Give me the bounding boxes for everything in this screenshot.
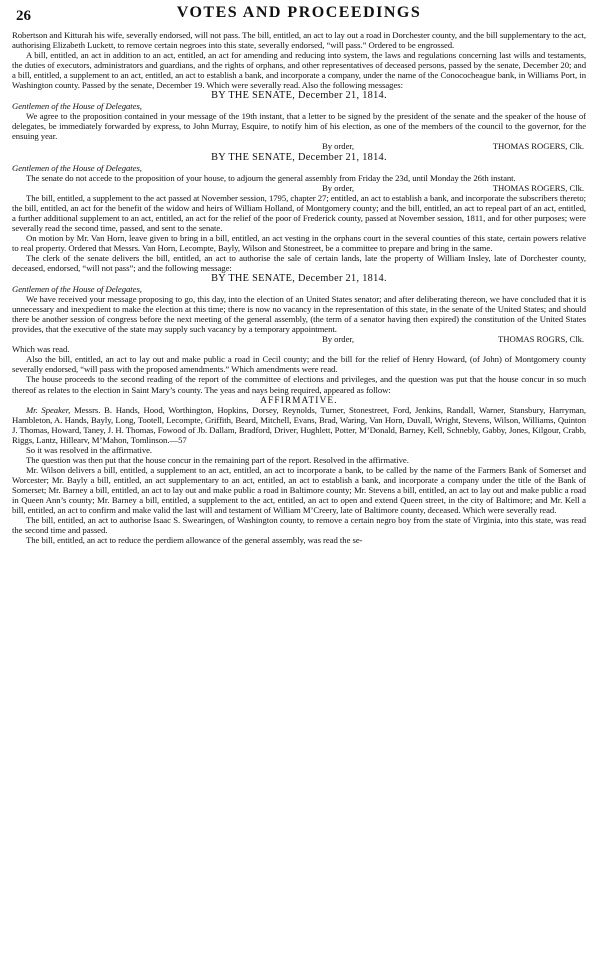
clerk-name-2: THOMAS ROGERS, Clk. [492,182,584,193]
message-election-letter: We agree to the proposition contained in your message of the 19th instant, that a letter to be signed by the president of the senate and the speaker of the house of delegates, be immediately forwarded by express, to John Murray, Esquire, to notify him of his election, as one of the members of the council to the governor, for the ensuing year. [12,111,586,142]
by-order-3: By order, [321,334,354,345]
names-list: Messrs. B. Hands, Hood, Worthington, Hopkins, Dorsey, Reynolds, Turner, Stonestreet, Ford, Jenkins, Randall, Warner, Stansbury, Harryman, Hambleton, A. Hands, Bayly, Long, Tootell, Lecompte, Griffith, Beard, Mitchell, Evans, Brad, Waring, Van Horn, Duvall, Wright, Stevens, Wilson, Williams, Quinton J. Thomas, Howard, Taney, J. H. Thomas, Fowood of Jb. Dallam, Bradford, Driver, Hughlett, Potter, M’Donald, Barney, Kell, Schnebly, Gabby, Jones, Kilgour, Crabb, Riggs, Lantz, Hillearv, M’Mahon, Tomlinson.—57 [12,404,586,445]
signature-1 [12,141,586,151]
clerk-name-3: THOMAS ROGRS, Clk. [498,334,584,345]
by-order-1: By order, [321,141,354,152]
paragraph-resolved-1: So it was resolved in the affirmative. [26,444,153,455]
page-header [12,4,586,30]
message-adjournment: The senate do not accede to the proposition of your house, to adjourn the general assembly from Friday the 23d, until Monday the 26th instant. [26,172,516,183]
signature-3 [12,334,586,344]
paragraph-which-was-read: Which was read. [12,344,70,355]
affirmative-heading: AFFIRMATIVE. [260,394,338,405]
senate-heading-2: BY THE SENATE, December 21, 1814. [211,151,387,163]
paragraph-motion-van-horn: On motion by Mr. Van Horn, leave given to bring in a bill, entitled, an act vesting in the orphans court in the several counties of this state, certain powers relative to real property. Ordered that Messrs. Van Horn, Lecompte, Bayly, Wilson and Stonestreet, be a committee to prepare and bring in the same. [12,232,586,253]
message-us-senator: We have received your message proposing to go, this day, into the election of an United States senator; and after deliberating thereon, we have concluded that it is unnecessary and inexpedient to make the election at this time; there is now no vacancy in the representation of this state, in the senate of the United States; and should there be another session of congress before the next meeting of the general assembly, (the term of a senator having then expired) the constitution of the United States provides, that the executive of the state may supply such vacancy by a temporary appointment. [12,294,586,335]
paragraph-swearingen: The bill, entitled, an act to authorise Isaac S. Swearingen, of Washington county, to remove a certain negro boy from the state of Virginia, into this state, was read the second time and passed. [12,515,586,536]
senate-heading-1: BY THE SENATE, December 21, 1814. [211,90,387,102]
salutation-1: Gentlemen of the House of Delegates, [12,101,142,112]
signature-2 [12,183,586,193]
senate-heading-3: BY THE SENATE, December 21, 1814. [211,273,387,285]
by-order-2: By order, [321,182,354,193]
paragraph-clerk-delivers: The clerk of the senate delivers the bill, entitled, an act to authorise the sale of certain lands, late the property of William Insley, late of Dorchester county, deceased, endorsed, “will not pass”; and the following message: [12,252,586,273]
paragraph-bill-wills-and-bank: A bill, entitled, an act in addition to an act, entitled, an act for amending and reducing into system, the laws and regulations concerning last wills and testaments, the duties of executors, administrators and guardians, and the rights of orphans, and other representatives of deceased persons, passed by the senate, December 20; and a bill, entitled, a supplement to an act, entitled, an act to establish a bank, and incorporate a company, under the name of the Conococheague bank, in Williams Port, in Washington county. Passed by the senate, December 19. Which were severally read. Also the following messages: [12,50,586,91]
paragraph-continuation: Robertson and Kitturah his wife, severally endorsed, will not pass. The bill, entitled, an act to lay out a road in Dorchester county, and the bill supplementary to the act, authorising Elizabeth Luckett, to remove certain negroes into this state, severally endorsed, “will pass.” Ordered to be engrossed. [12,30,586,51]
paragraph-bills-second-reading: The bill, entitled, a supplement to the act passed at November session, 1795, chapter 27; entitled, an act to establish a bank, and incorporate the subscribers thereto; the bill, entitled, an act for the benefit of the widow and heirs of William Holland, of Montgomery county; and the bill, entitled, an act to repeal part of an act, entitled, a further additional supplement to an act, entitled, an act for the relief of the poor of Frederick county, passed at November session, 1811, and for other purposes; were severally read the second time, passed, and sent to the senate. [12,192,586,233]
salutation-3: Gentlemen of the House of Delegates, [12,284,142,295]
paragraph-committee-report: The house proceeds to the second reading of the report of the committee of elections and privileges, and the question was put that the house concur in so much thereof as relates to the election in Saint Mary’s county. The yeas and nays being required, appeared as follow: [12,374,586,395]
page-number: 26 [16,8,31,24]
paragraph-resolved-2: The question was then put that the house concur in the remaining part of the report. Resolved in the affirmative. [26,454,409,465]
speaker-label: Mr. Speaker, [26,404,71,415]
clerk-name-1: THOMAS ROGERS, Clk. [492,141,584,152]
paragraph-wilson-bills: Mr. Wilson delivers a bill, entitled, a supplement to an act, entitled, an act to incorporate a bank, to be called by the name of the Farmers Bank of Somerset and Worcester; Mr. Bayly a bill, entitled, an act supplementary to an act, entitled, an act to establish a bank, and incorporate a company under the title of the Bank of Somerset; Mr. Barney a bill, entitled, an act to lay out and make public a road in Baltimore county; Mr. Stevens a bill, entitled, an act to lay out and make public a road in Queen Ann’s county; Mr. Barney a bill, entitled, a supplement to the act, entitled, an act to open and extend Queen street, in the city of Baltimore; and Mr. Kell a bill, entitled, an act to confirm and make valid the last will and testament of William M’Creery, late of Baltimore county, deceased. Which were severally read. [12,464,586,516]
salutation-2: Gentlemen of the House of Delegates, [12,162,142,173]
affirmative-names [12,405,586,445]
running-title: VOTES AND PROCEEDINGS [176,4,422,21]
paragraph-cecil-road: Also the bill, entitled, an act to lay out and make public a road in Cecil county; and the bill for the relief of Henry Howard, (of John) of Montgomery county severally endorsed, “will pass with the proposed amendments.” Which amendments were read. [12,354,586,375]
paragraph-perdiem: The bill, entitled, an act to reduce the perdiem allowance of the general assembly, was read the se- [26,535,363,546]
